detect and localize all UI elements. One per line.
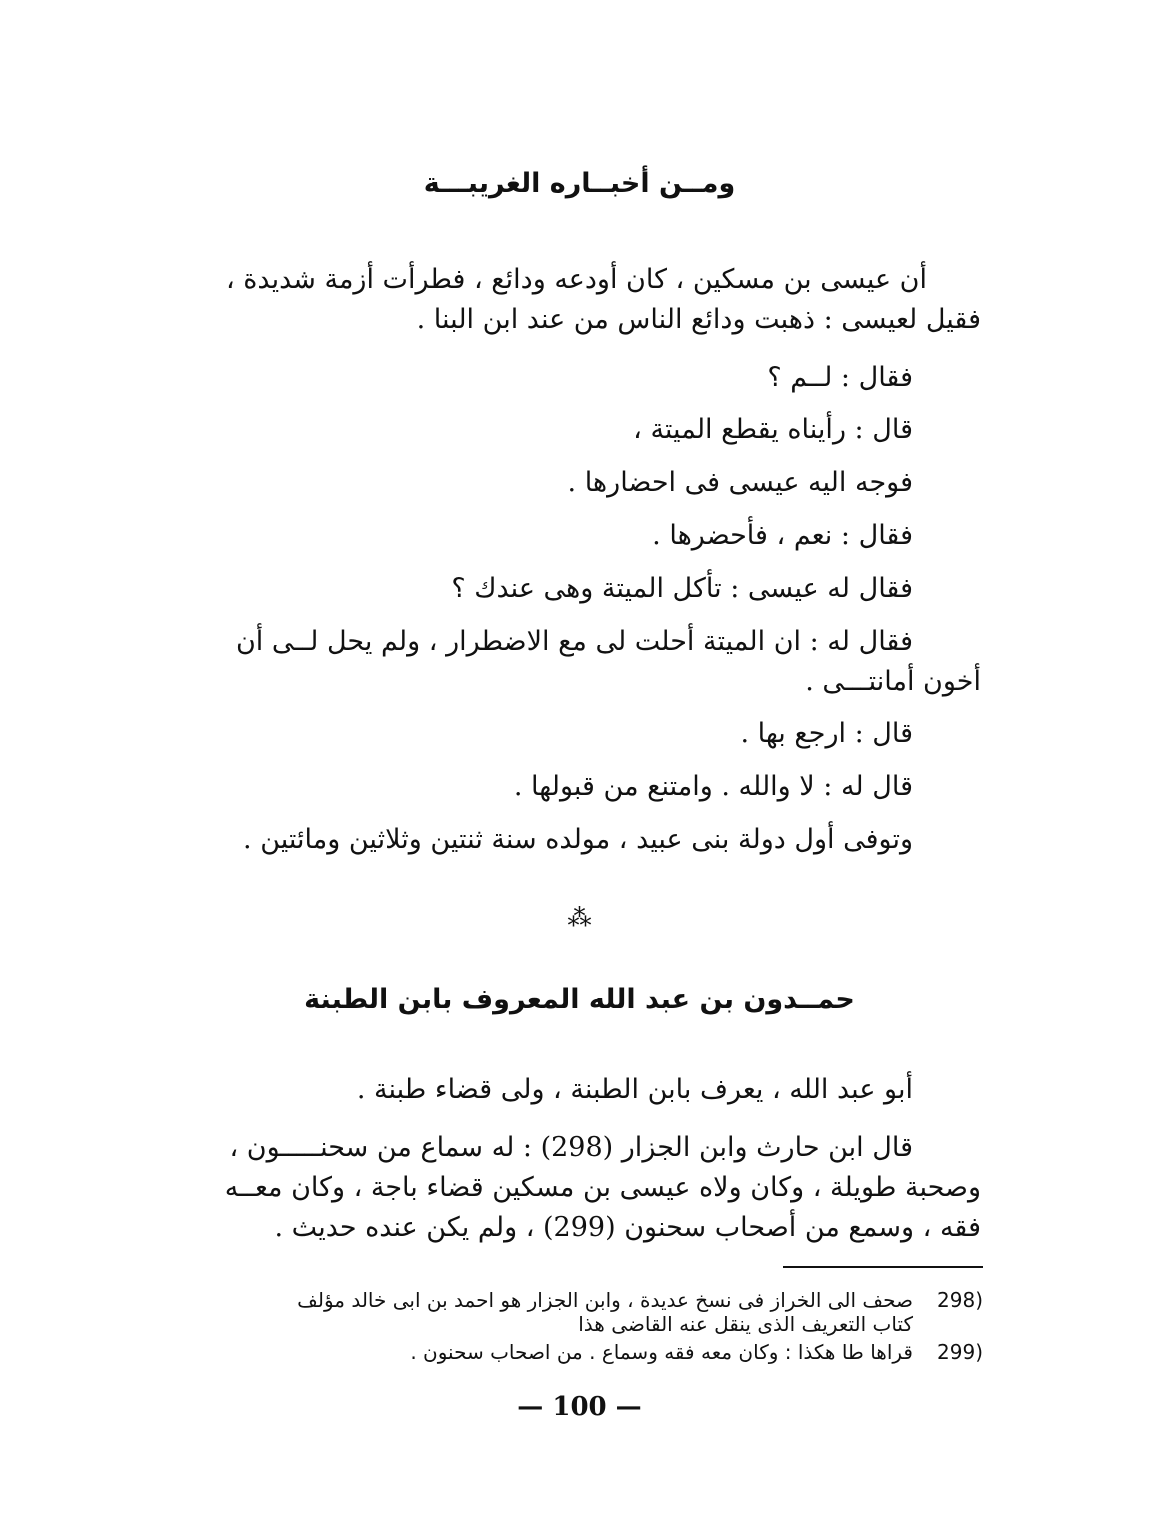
paragraph-line: أبو عبد الله ، يعرف بابن الطبنة ، ولى قضاء طبنة . bbox=[356, 1074, 913, 1105]
paragraph-line: وتوفى أول دولة بنى عبيد ، مولده سنة ثنتين وثلاثين ومائتين . bbox=[243, 824, 913, 855]
paragraph-line: فقيل لعيسى : ذهبت ودائع الناس من عند ابن البنا . bbox=[416, 304, 981, 335]
dialogue-line: قال : ارجع بها . bbox=[740, 718, 913, 749]
paragraph-line: أخون أمانتـــى . bbox=[805, 666, 981, 697]
paragraph-line: فقه ، وسمع من أصحاب سحنون (299) ، ولم يكن عنده حديث . bbox=[274, 1212, 981, 1243]
section-heading-hamdun: حمــدون بن عبد الله المعروف بابن الطبنة bbox=[304, 984, 855, 1015]
footnote-text: كتاب التعريف الذى ينقل عنه القاضى هذا bbox=[578, 1312, 913, 1336]
paragraph-line: فقال له : ان الميتة أحلت لى مع الاضطرار ، ولم يحل لــى أن bbox=[235, 626, 913, 657]
dialogue-line: فوجه اليه عيسى فى احضارها . bbox=[567, 467, 913, 498]
footnote-text: صحف الى الخراز فى نسخ عديدة ، وابن الجزار هو احمد بن ابى خالد مؤلف bbox=[297, 1288, 913, 1312]
paragraph-line: أن عيسى بن مسكين ، كان أودعه ودائع ، فطرأت أزمة شديدة ، bbox=[225, 264, 927, 295]
section-heading-strange-news: ومــن أخبــاره الغريبـــة bbox=[423, 168, 736, 199]
dialogue-line: قال : رأيناه يقطع الميتة ، bbox=[633, 414, 913, 445]
dialogue-line: فقال له عيسى : تأكل الميتة وهى عندك ؟ bbox=[451, 573, 913, 604]
dialogue-line: قال له : لا والله . وامتنع من قبولها . bbox=[513, 771, 913, 802]
footnote-number: 298) bbox=[937, 1288, 983, 1312]
page-number: — 100 — bbox=[517, 1392, 642, 1422]
dialogue-line: فقال : لــم ؟ bbox=[767, 362, 913, 393]
footnote-text: قراها طا هكذا : وكان معه فقه وسماع . من اصحاب سحنون . bbox=[410, 1340, 913, 1364]
dialogue-line: فقال : نعم ، فأحضرها . bbox=[652, 520, 913, 551]
footnote-separator bbox=[783, 1266, 983, 1268]
footnote-number: 299) bbox=[937, 1340, 983, 1364]
paragraph-line: وصحبة طويلة ، وكان ولاه عيسى بن مسكين قضاء باجة ، وكان معــه bbox=[224, 1172, 981, 1203]
section-divider-ornament: ⁂ bbox=[567, 904, 592, 932]
paragraph-line: قال ابن حارث وابن الجزار (298) : له سماع من سحنـــــون ، bbox=[229, 1132, 913, 1163]
